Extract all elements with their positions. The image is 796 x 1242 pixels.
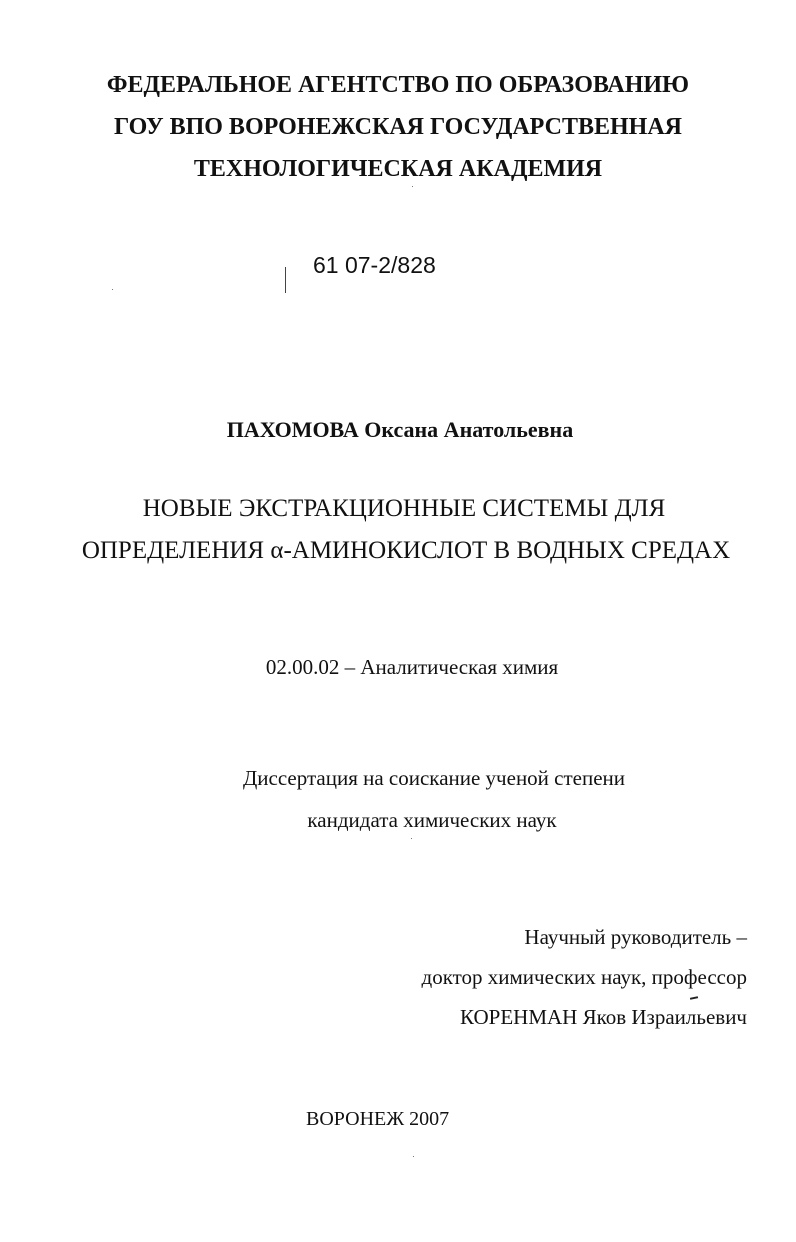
scan-speck <box>413 1156 414 1157</box>
registration-code: 61 07-2/828 <box>313 252 436 278</box>
scan-speck <box>411 838 412 839</box>
author-name: ПАХОМОВА Оксана Анатольевна <box>226 417 574 442</box>
degree-statement-line-1: Диссертация на соискание ученой степени <box>242 766 626 790</box>
city-year: ВОРОНЕЖ 2007 <box>306 1108 450 1130</box>
specialty-code: 02.00.02 – Аналитическая химия <box>265 655 559 679</box>
org-line-1: ФЕДЕРАЛЬНОЕ АГЕНТСТВО ПО ОБРАЗОВАНИЮ <box>106 72 690 98</box>
supervisor-name: КОРЕНМАН Яков Израильевич <box>460 1005 747 1029</box>
org-line-2: ГОУ ВПО ВОРОНЕЖСКАЯ ГОСУДАРСТВЕННАЯ <box>113 114 682 140</box>
degree-statement-line-2: кандидата химических наук <box>307 808 557 832</box>
diacritic-mark <box>690 996 698 1000</box>
scan-speck <box>412 186 413 187</box>
org-line-3: ТЕХНОЛОГИЧЕСКАЯ АКАДЕМИЯ <box>193 156 603 182</box>
scan-speck <box>112 289 113 290</box>
thesis-title-line-2: ОПРЕДЕЛЕНИЯ α-АМИНОКИСЛОТ В ВОДНЫХ СРЕДАХ <box>81 537 731 564</box>
margin-mark <box>285 267 286 293</box>
supervisor-role: Научный руководитель – <box>524 925 747 949</box>
supervisor-degree: доктор химических наук, профессор <box>421 965 747 989</box>
thesis-title-line-1: НОВЫЕ ЭКСТРАКЦИОННЫЕ СИСТЕМЫ ДЛЯ <box>142 495 666 522</box>
